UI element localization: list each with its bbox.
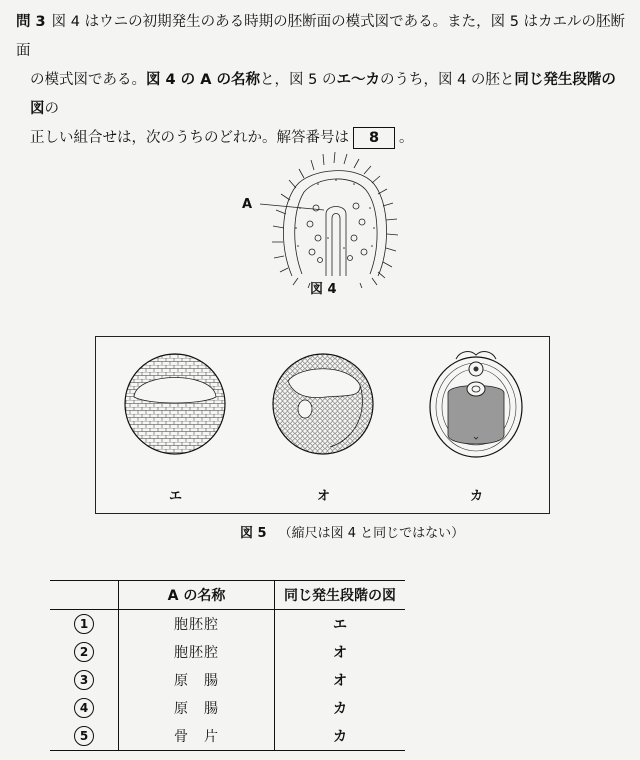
name-cell: 胞胚腔 [119,610,275,639]
stage-cell: カ [275,722,406,751]
stage-cell: カ [333,701,347,717]
archenteron [326,207,346,277]
stage-cell: オ [333,645,347,661]
table-row[interactable] [50,638,405,666]
choice-number: 2 [74,642,94,662]
figure-4-sea-urchin-embryo [228,128,428,288]
label-a: A [242,197,253,212]
answer-table [50,580,405,751]
name-cell: 原 腸 [119,666,275,694]
question-number: 問 3 [16,14,46,30]
stage-cell: エ [333,617,347,633]
label-ka: カ [470,489,484,504]
figure-5-caption: 図 5 （縮尺は図 4 と同じではない） [240,526,465,541]
blastocoel-remnant [298,400,312,418]
table-header-row: A の名称 同じ発生段階の図 [50,581,405,610]
table-row[interactable] [50,694,405,722]
table-row[interactable] [50,610,405,639]
label-e: エ [169,489,183,504]
choice-number: 4 [74,698,94,718]
name-cell: 骨 片 [119,722,275,751]
figure-4-caption: 図 4 [310,282,337,297]
question-line-2: の模式図である。図 4 の A の名称と，図 5 のエ～カのうち，図 4 の胚と同じ発生段階の図の [30,72,616,117]
name-cell: 原 腸 [119,694,275,722]
table-row[interactable] [50,666,405,694]
notochord [467,382,485,396]
label-a-leader-line [260,204,324,210]
mesenchyme-cells [307,203,367,263]
answer-number-box: 8 [353,127,395,149]
ectoderm-outer [283,171,386,276]
figure-5-box [95,336,550,514]
embryo-ka-neurula [426,347,526,459]
label-o: オ [317,489,331,504]
question-line-1: 問 3 図 4 はウニの初期発生のある時期の胚断面の模式図である。また，図 5 はカエルの胚断面 [16,14,626,59]
stage-cell: オ [333,673,347,689]
embryo-o-gastrula [270,351,376,457]
question-line-3: 正しい組合せは，次のうちのどれか。解答番号は 8 。 [16,124,626,153]
choice-number: 5 [74,726,94,746]
choice-number: 1 [74,614,94,634]
name-cell: 胞胚腔 [119,638,275,666]
cilia [272,152,398,288]
embryo-e-blastula [122,351,228,457]
ectoderm-inner [295,179,377,274]
table-row[interactable] [50,722,405,751]
choice-number: 3 [74,670,94,690]
